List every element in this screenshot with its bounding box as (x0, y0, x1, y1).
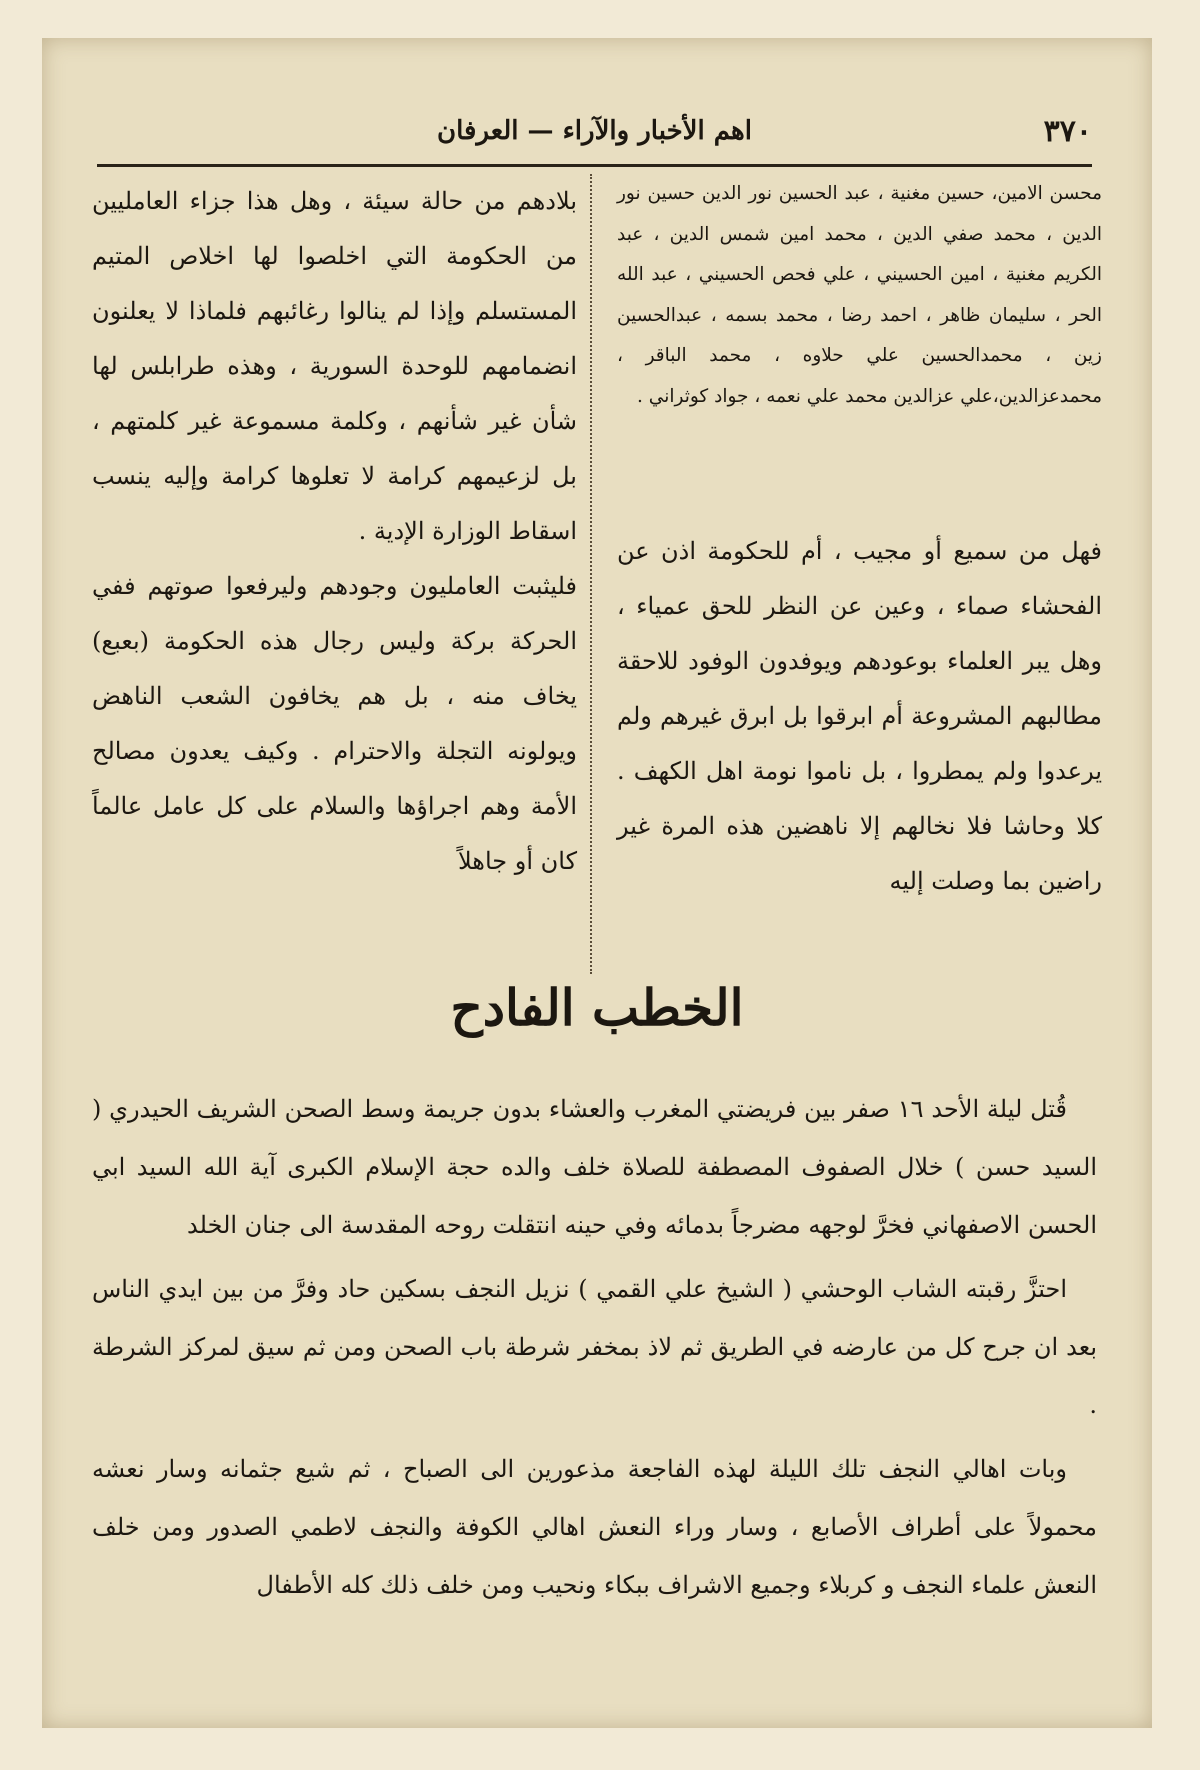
running-title: اهم الأخبار والآراء — العرفان (437, 116, 752, 146)
article-paragraph: قُتل ليلة الأحد ١٦ صفر بين فريضتي المغرب والعشاء بدون جريمة وسط الصحن الشريف الحيدري ( السيد حسن ) خلال الصفوف المصطفة للصلاة خلف والده حجة الإسلام الكبرى آية الله السيد ابي الحسن الاصفهاني فخرَّ لوجهه مضرجاً بدمائه وفي حينه انتقلت روحه المقدسة الى جنان الخلد (92, 1095, 1097, 1239)
two-column-section (92, 174, 1102, 974)
page-number: ٣٧٠ (1043, 114, 1092, 149)
newspaper-page (42, 38, 1152, 1728)
left-column (92, 174, 577, 889)
column-divider (590, 174, 592, 974)
article-paragraph: وبات اهالي النجف تلك الليلة لهذه الفاجعة مذعورين الى الصباح ، ثم شيع جثمانه وسار نعشه محمولاً على أطراف الأصابع ، وسار وراء النعش اهالي الكوفة والنجف لاطمي الصدور ومن خلف النعش علماء النجف و كربلاء وجميع الاشراف ببكاء ونحيب ومن خلف ذلك كله الأطفال (92, 1455, 1097, 1599)
article-headline: الخطب الفادح (450, 978, 744, 1037)
article-paragraph: احتزَّ رقبته الشاب الوحشي ( الشيخ علي القمي ) نزيل النجف بسكين حاد وفرَّ من بين ايدي الناس بعد ان جرح كل من عارضه في الطريق ثم لاذ بمخفر شرطة باب الصحن ومن ثم سيق لمركز الشرطة . (92, 1275, 1097, 1419)
article-body (92, 1080, 1097, 1620)
left-column-paragraph: فليثبت العامليون وجودهم وليرفعوا صوتهم ففي الحركة بركة وليس رجال هذه الحكومة (بعبع) يخاف منه ، بل هم يخافون الشعب الناهض ويولونه التجلة والاحترام . وكيف يعدون مصالح الأمة وهم اجراؤها والسلام على كل عامل عالماً كان أو جاهلاً (92, 572, 577, 875)
right-column-body: فهل من سميع أو مجيب ، أم للحكومة اذن عن الفحشاء صماء ، وعين عن النظر للحق عمياء ، وهل يبر العلماء بوعودهم ويوفدون الوفود للاحقة مطالبهم المشروعة أم ابرقوا بل ابرق غيرهم ولم يرعدوا ولم يمطروا ، بل ناموا نومة اهل الكهف . كلا وحاشا فلا نخالهم إلا ناهضين هذه المرة غير راضين بما وصلت إليه (617, 537, 1102, 895)
page-header (97, 110, 1092, 167)
left-column-paragraph: بلادهم من حالة سيئة ، وهل هذا جزاء العامليين من الحكومة التي اخلصوا لها اخلاص المتيم المستسلم وإذا لم ينالوا رغائبهم فلماذا لا يعلنون انضمامهم للوحدة السورية ، وهذه طرابلس لها شأن غير شأنهم ، وكلمة مسموعة غير كلمتهم ، بل لزعيمهم كرامة لا تعلوها كرامة وإليه ينسب اسقاط الوزارة الإدية . (92, 187, 577, 545)
right-column (617, 174, 1102, 895)
signatories-list: محسن الامين، حسين مغنية ، عبد الحسين نور الدين حسين نور الدين ، محمد صفي الدين ، محمد امين شمس الدين ، عبد الكريم مغنية ، امين الحسيني ، علي فحص الحسيني ، عبد الله الحر ، سليمان ظاهر ، احمد رضا ، محمد بسمه ، عبدالحسين زين ، محمدالحسين علي حلاوه ، محمد الباقر ، محمدعزالدين،علي عزالدين محمد علي نعمه ، جواد كوثراني . (617, 183, 1102, 407)
